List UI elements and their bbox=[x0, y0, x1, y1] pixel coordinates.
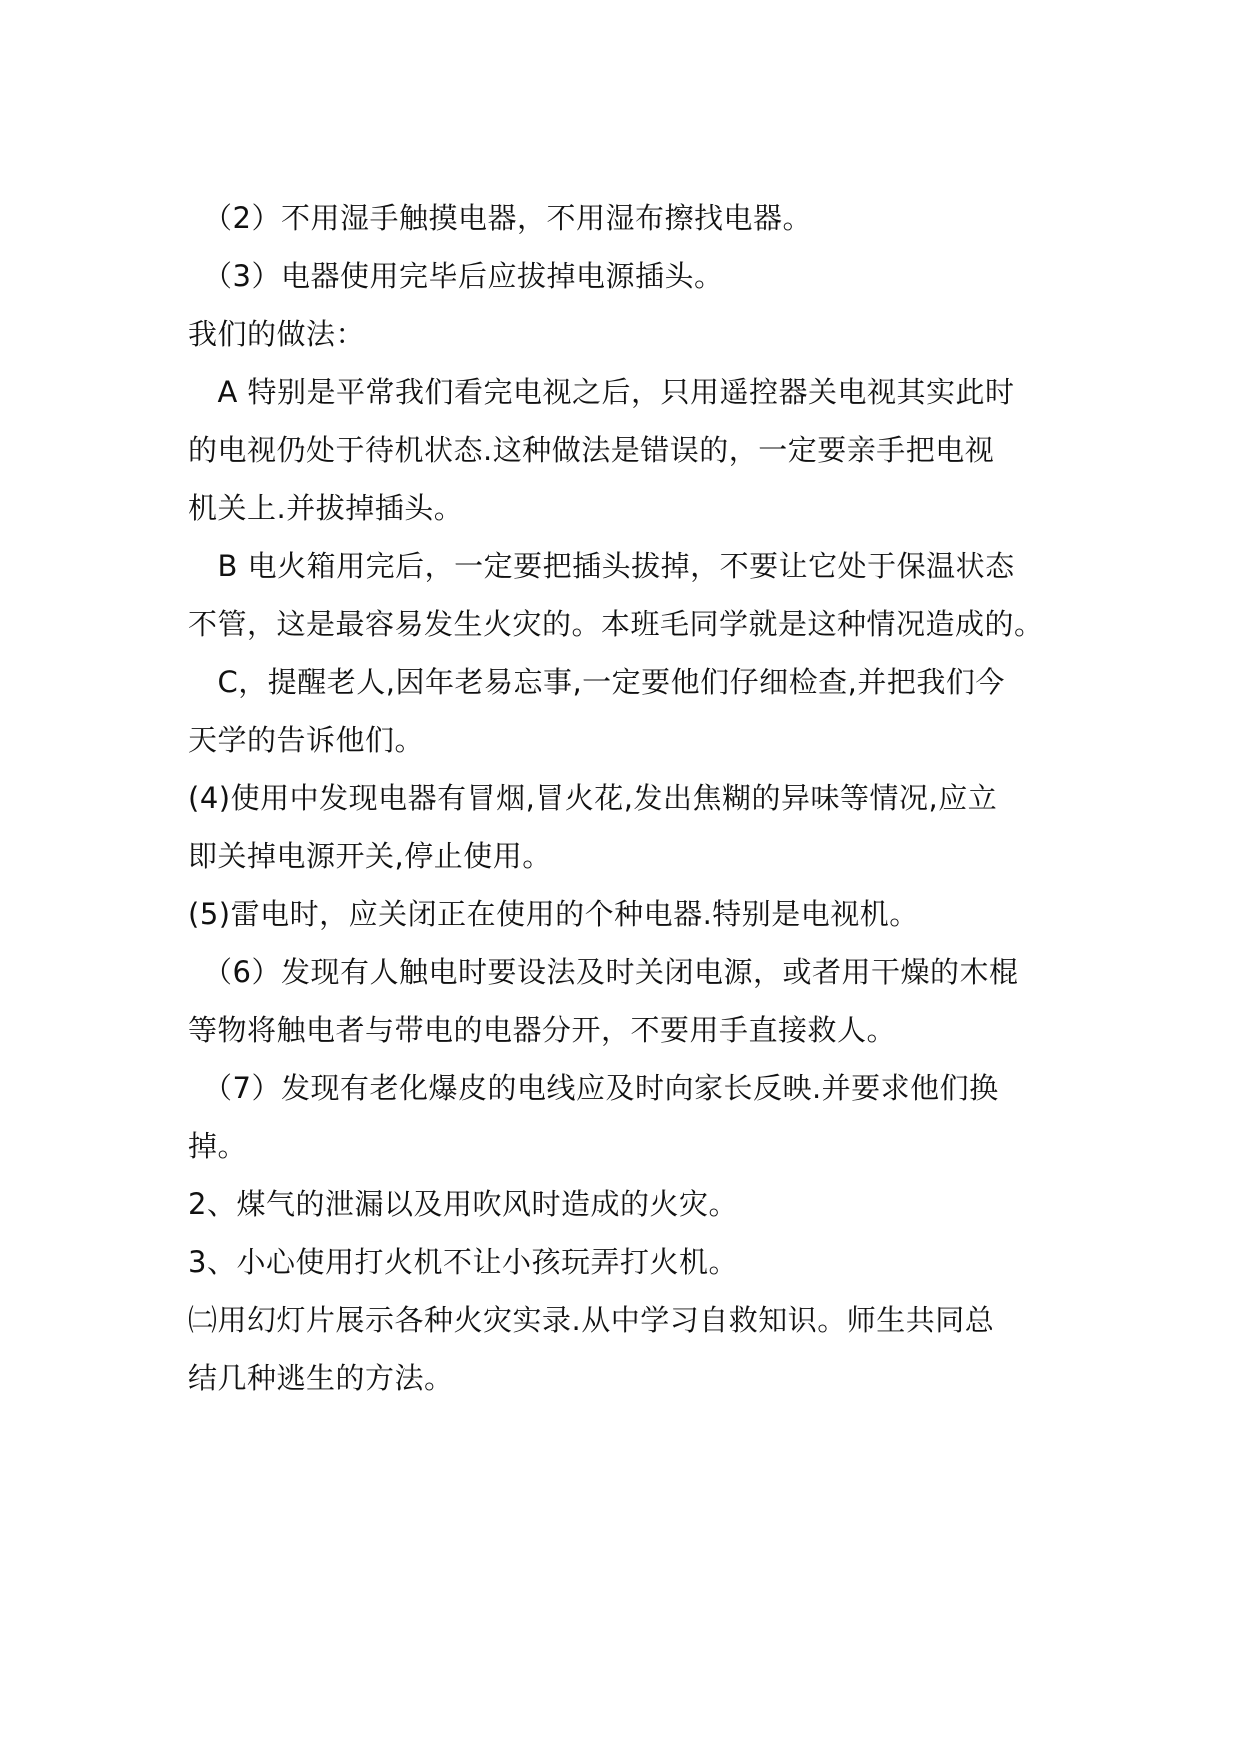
text-line: 掉。 bbox=[188, 1129, 248, 1163]
text-line: (4)使用中发现电器有冒烟,冒火花,发出焦糊的异味等情况,应立 bbox=[188, 781, 998, 815]
text-line: C，提醒老人,因年老易忘事,一定要他们仔细检查,并把我们今 bbox=[188, 665, 1005, 699]
text-line: （7）发现有老化爆皮的电线应及时向家长反映.并要求他们换 bbox=[188, 1071, 999, 1105]
text-line: 不管，这是最容易发生火灾的。本班毛同学就是这种情况造成的。 bbox=[188, 607, 1044, 641]
text-line: 天学的告诉他们。 bbox=[188, 723, 425, 757]
text-line: 机关上.并拔掉插头。 bbox=[188, 491, 464, 525]
text-line: 我们的做法： bbox=[188, 317, 366, 351]
text-line: 的电视仍处于待机状态.这种做法是错误的，一定要亲手把电视 bbox=[188, 433, 995, 467]
text-line: （6）发现有人触电时要设法及时关闭电源，或者用干燥的木棍 bbox=[188, 955, 1019, 989]
text-line: ㈡用幻灯片展示各种火灾实录.从中学习自救知识。师生共同总 bbox=[188, 1303, 995, 1337]
text-line: 结几种逃生的方法。 bbox=[188, 1361, 454, 1395]
text-line: B 电火箱用完后，一定要把插头拔掉，不要让它处于保温状态 bbox=[188, 549, 1015, 583]
text-line: 即关掉电源开关,停止使用。 bbox=[188, 839, 552, 873]
text-line: 等物将触电者与带电的电器分开，不要用手直接救人。 bbox=[188, 1013, 897, 1047]
text-line: A 特别是平常我们看完电视之后，只用遥控器关电视其实此时 bbox=[188, 375, 1015, 409]
text-line: （2）不用湿手触摸电器，不用湿布擦找电器。 bbox=[188, 201, 812, 235]
text-line: 2、煤气的泄漏以及用吹风时造成的火灾。 bbox=[188, 1187, 738, 1221]
text-line: （3）电器使用完毕后应拔掉电源插头。 bbox=[188, 259, 724, 293]
text-line: 3、小心使用打火机不让小孩玩弄打火机。 bbox=[188, 1245, 738, 1279]
text-line: (5)雷电时，应关闭正在使用的个种电器.特别是电视机。 bbox=[188, 897, 919, 931]
